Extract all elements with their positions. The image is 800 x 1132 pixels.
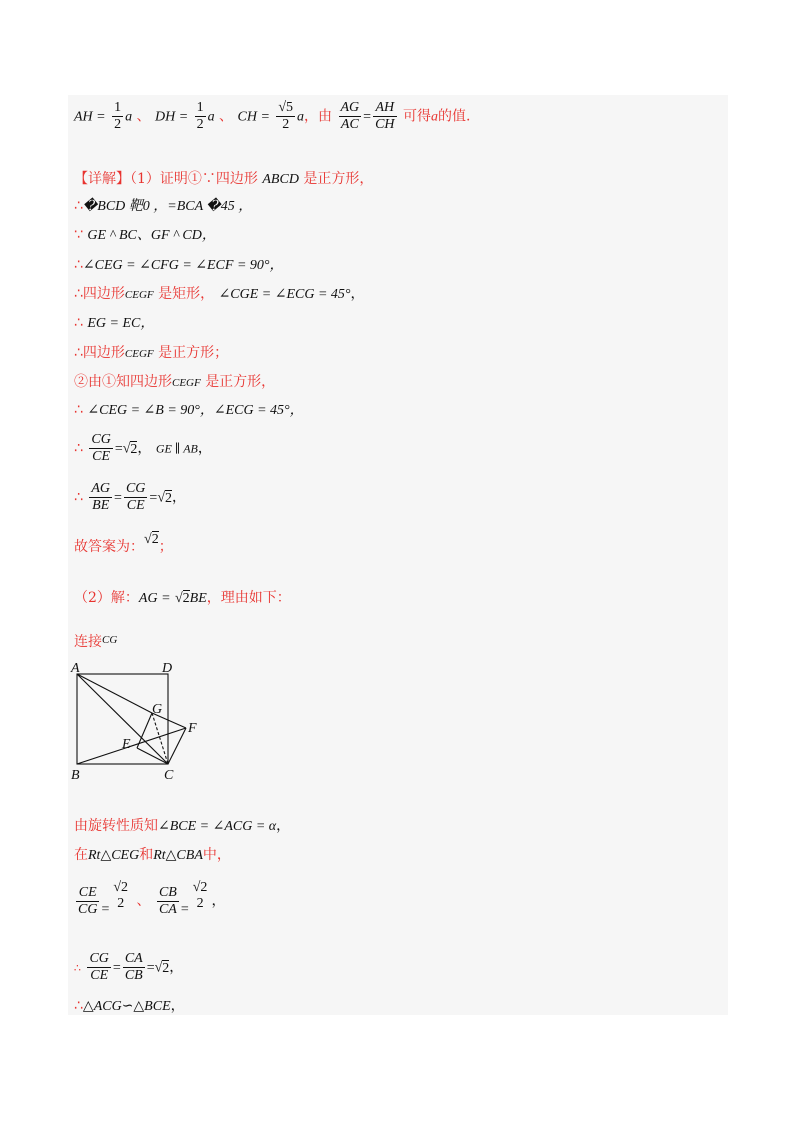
fraction: $\frac{CG}{CE}$ [89, 951, 109, 983]
proof-line: $\frac{CE}{CG}$ = √2 2 、 $\frac{CB}{CA}$ = √2 2 ， [78, 880, 226, 917]
hint-line: AH = $\frac{1}{2}$ a 、 DH = $\frac{1}{2}$ a 、 CH = $\frac{√5}{2}$ a，由 $\frac{AG}{AC}$ = $\frac{AH}{CH}$ 可得a的值. [74, 100, 471, 132]
label-a: A [71, 661, 80, 676]
label-c: C [164, 768, 174, 783]
proof-line: ∴ $\frac{CG}{CE}$ =√2， GE ∥ AB， [74, 432, 212, 464]
fraction: $\frac{CA}{CB}$ [124, 951, 143, 983]
label-b: B [71, 768, 80, 783]
label-e: E [122, 737, 131, 752]
fraction: $\frac{AG}{BE}$ [91, 481, 111, 513]
proof-line: ②由①知四边形CEGF 是正方形， [74, 374, 276, 390]
proof-line: ∴四边形CEGF 是矩形， ∠CGE = ∠ECG = 45°， [74, 286, 365, 302]
fraction: $\frac{1}{2}$ [114, 100, 122, 132]
part2-line: （2）解：AG = √2BE，理由如下： [74, 590, 291, 606]
fraction: $\frac{CB}{CA}$ [158, 884, 177, 917]
fraction: $\frac{√5}{2}$ [278, 100, 294, 132]
label-g: G [152, 702, 163, 717]
proof-line: ∴ EG = EC， [74, 315, 155, 331]
proof-line: ∵ GE ^ BC、GF ^ CD， [74, 227, 216, 243]
proof-line: 由旋转性质知∠BCE = ∠ACG = α， [74, 818, 291, 834]
proof-line: ∴ $\frac{CG}{CE}$ = $\frac{CA}{CB}$ =√2， [74, 951, 184, 983]
proof-line: ∴△ACG∽△BCE， [74, 998, 185, 1014]
fraction: $\frac{AH}{CH}$ [375, 100, 395, 132]
segment-ec [137, 748, 168, 764]
fraction: $\frac{CG}{CE}$ [125, 481, 146, 513]
proof-line: ∴ $\frac{AG}{BE}$ = $\frac{CG}{CE}$ =√2， [74, 481, 186, 513]
proof-line: ∴四边形CEGF 是正方形； [74, 345, 229, 361]
answer-line: 故答案为：√2； [74, 532, 173, 555]
square-rotation-diagram [70, 660, 210, 785]
fraction: $\frac{1}{2}$ [196, 100, 204, 132]
proof-line: ∴∠CEG = ∠CFG = ∠ECF = 90°， [74, 257, 284, 273]
segment-bf [77, 728, 186, 764]
fraction: $\frac{AG}{AC}$ [340, 100, 360, 132]
proof-line: 连接$^{CG}$ [74, 634, 118, 650]
label-f: F [188, 721, 197, 736]
segment-ag [77, 674, 152, 713]
math-ah: AH = [74, 109, 106, 125]
fraction: $\frac{CE}{CG}$ [78, 884, 98, 917]
math-dh: DH = [154, 109, 189, 125]
proof-line: 在Rt△CEG和Rt△CBA中， [74, 847, 231, 863]
detail-heading: 【详解】（1）证明①∵四边形 ABCD 是正方形， [74, 171, 374, 187]
fraction: √2 2 [192, 880, 208, 911]
fraction: √2 2 [113, 880, 129, 911]
proof-line: ∴�BCD 靶0 ，=BCA �45 ， [74, 198, 253, 214]
detail-label: 【详解】 [74, 171, 130, 187]
label-d: D [162, 661, 173, 676]
math-ch: CH = [237, 109, 270, 125]
fraction: $\frac{CG}{CE}$ [91, 432, 111, 464]
proof-line: ∴ ∠CEG = ∠B = 90°，∠ECG = 45°， [74, 402, 304, 418]
segment-ge [137, 713, 152, 748]
